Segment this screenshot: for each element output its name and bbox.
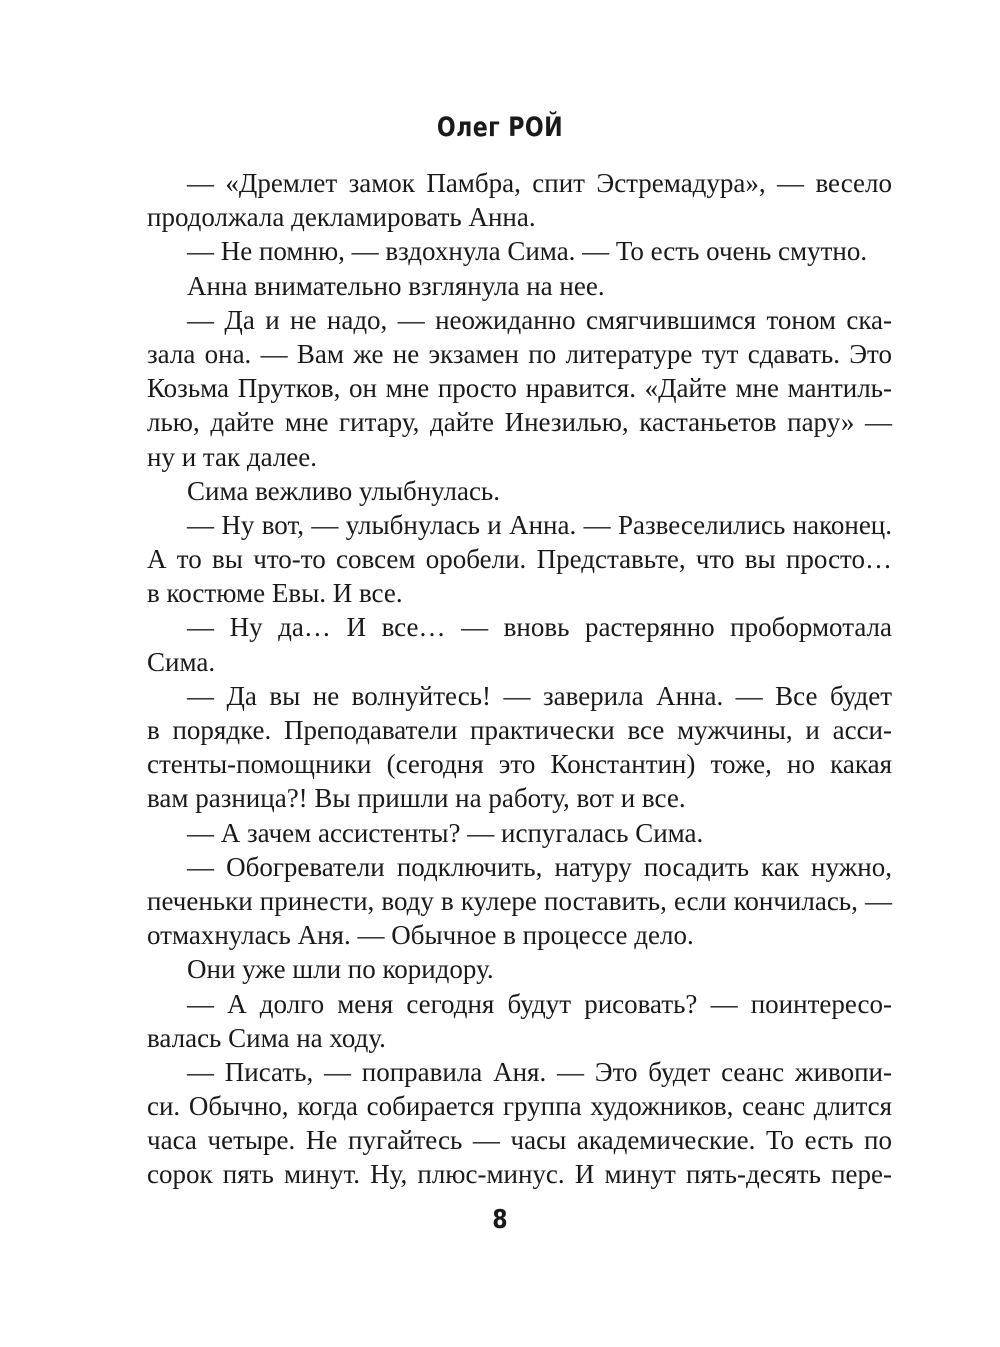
text-line: стенты-помощники (сегодня это Константин) тоже, но какая — [147, 749, 892, 780]
text-line: — «Дремлет замок Памбра, спит Эстремадура», — весело — [187, 168, 892, 198]
text-line: — Писать, — поправила Аня. — Это будет сеанс живопи- — [187, 1056, 892, 1087]
text-line: — Не помню, — вздохнула Сима. — То есть очень смутно. — [187, 236, 868, 267]
text-line: в костюме Евы. И все. — [147, 578, 403, 609]
page-number: 8 — [492, 1205, 508, 1235]
text-line: Сима. — [147, 646, 216, 677]
text-line: Сима вежливо улыбнулась. — [187, 475, 500, 506]
running-head-author: Олег РОЙ — [436, 112, 564, 143]
text-line: А то вы что-то совсем оробели. Представьте, что вы просто… — [147, 544, 892, 575]
text-line: — Ну да… И все… — вновь растерянно пробормотала — [187, 612, 892, 643]
text-line: — А долго меня сегодня будут рисовать? — поинтересо- — [187, 988, 892, 1019]
text-line: — А зачем ассистенты? — испугалась Сима. — [187, 817, 704, 848]
text-line: — Да вы не волнуйтесь! — заверила Анна. — Все будет — [187, 680, 892, 711]
text-line: лью, дайте мне гитару, дайте Инезилью, кастаньетов пару» — — [147, 407, 892, 438]
text-line: си. Обычно, когда собирается группа художников, сеанс длится — [147, 1091, 892, 1122]
text-line: Козьма Прутков, он мне просто нравится. «Дайте мне мантиль- — [147, 373, 892, 404]
text-line: часа четыре. Не пугайтесь — часы академические. То есть по — [147, 1125, 892, 1156]
text-line: валась Сима на ходу. — [147, 1022, 386, 1053]
text-line: сорок пять минут. Ну, плюс-минус. И минут пять-десять пере- — [147, 1159, 892, 1190]
text-line: зала она. — Вам же не экзамен по литературе тут сдавать. Это — [147, 338, 892, 369]
text-line: — Ну вот, — улыбнулась и Анна. — Развеселились наконец. — [187, 509, 892, 540]
body-text — [147, 166, 892, 1192]
text-line: вам разница?! Вы пришли на работу, вот и все. — [147, 783, 686, 814]
text-line: печеньки принести, воду в кулере поставить, если кончилась, — — [147, 885, 892, 916]
text-line: отмахнулась Аня. — Обычное в процессе дело. — [147, 920, 694, 951]
text-line: в порядке. Преподаватели практически все мужчины, и асси- — [147, 715, 892, 745]
text-line: продолжала декламировать Анна. — [147, 202, 536, 233]
text-line: — Обогреватели подключить, натуру посадить как нужно, — [187, 851, 892, 882]
text-line: Они уже шли по коридору. — [187, 954, 494, 985]
text-line: — Да и не надо, — неожиданно смягчившимся тоном ска- — [187, 304, 892, 335]
text-line: Анна внимательно взглянула на нее. — [187, 270, 605, 301]
text-line: ну и так далее. — [147, 441, 318, 472]
